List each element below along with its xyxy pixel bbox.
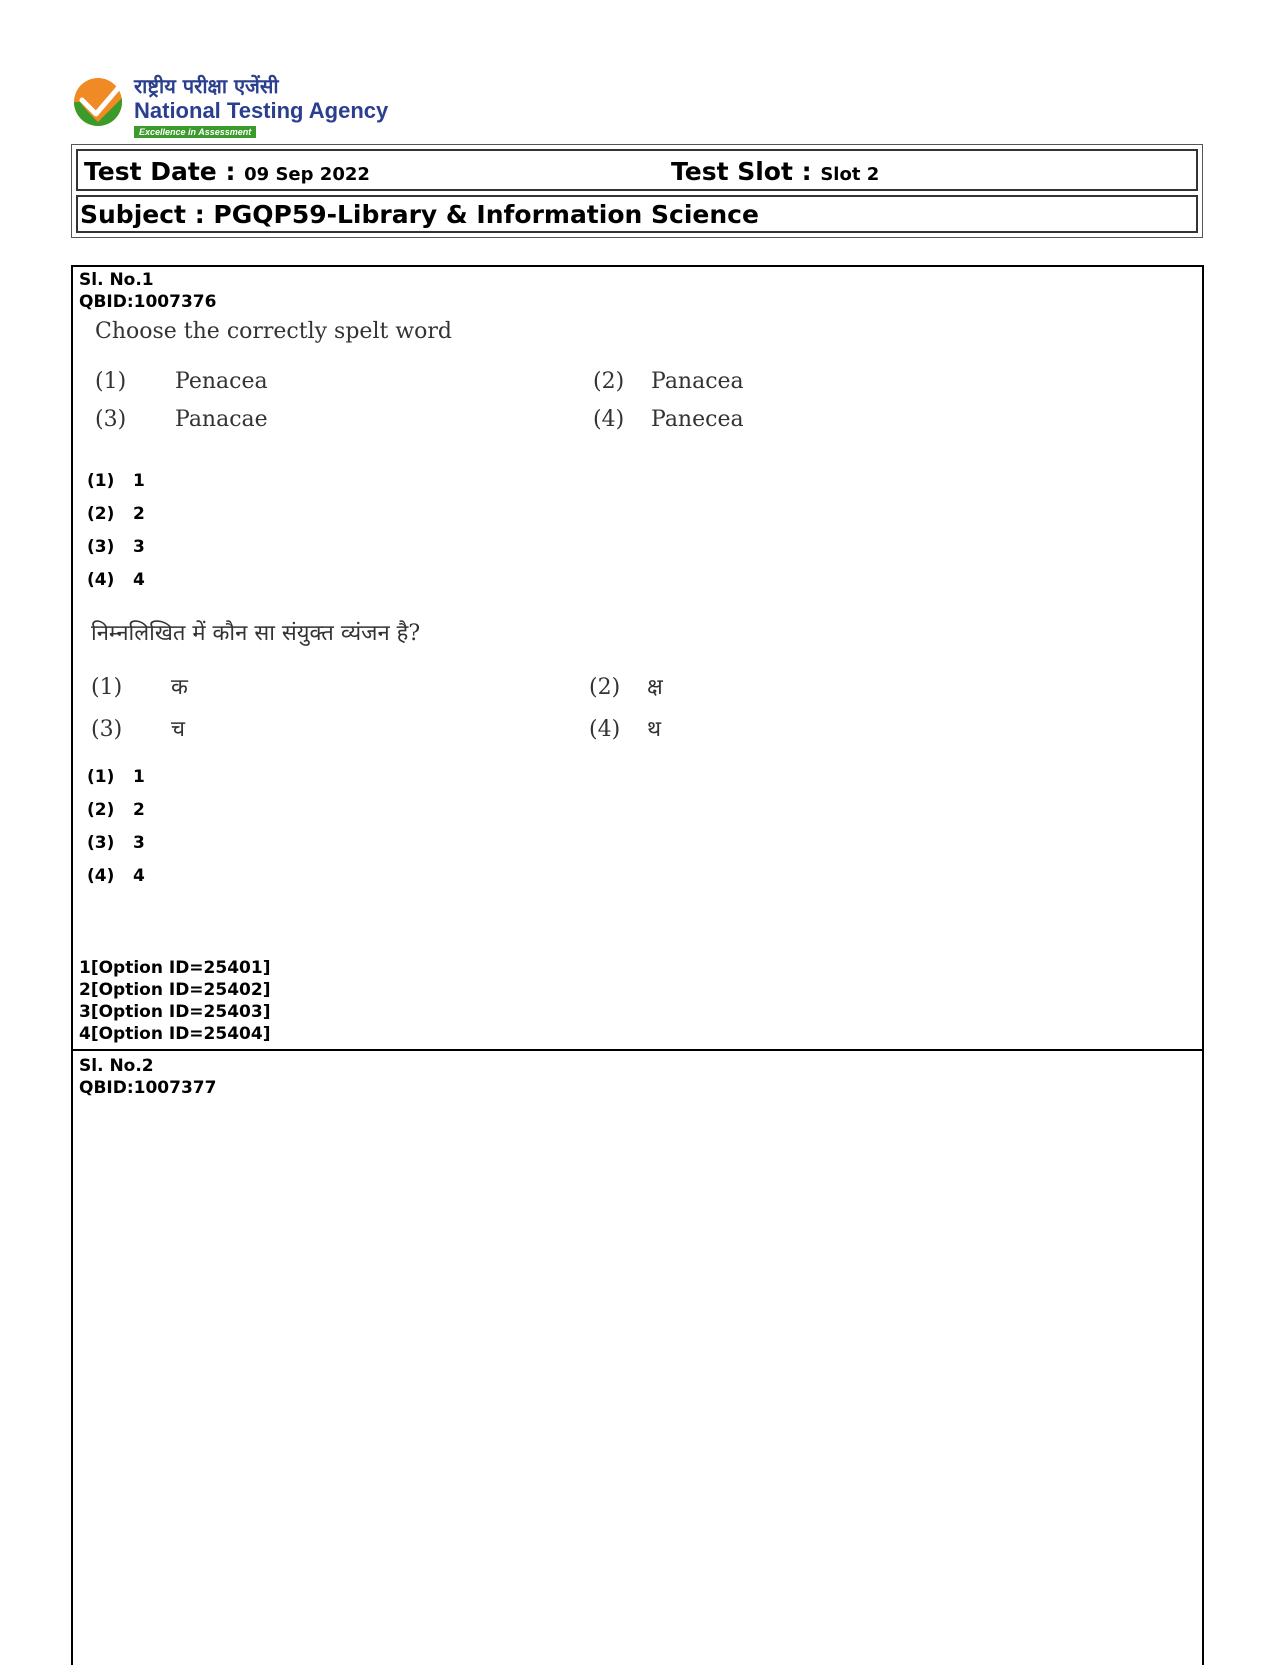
option-number: (2) — [589, 675, 621, 700]
option-number: (2) — [593, 369, 625, 394]
option-text: च — [171, 717, 185, 742]
test-date-value: 09 Sep 2022 — [244, 164, 370, 185]
answer-value: 2 — [133, 504, 145, 524]
q1-hi-option-2 — [589, 671, 663, 701]
option-id-4: 4[Option ID=25404] — [79, 1024, 271, 1044]
option-text: Panacae — [175, 407, 268, 432]
q1-meta — [79, 269, 216, 313]
nta-logo — [72, 70, 402, 140]
q1-hi-answer-2[interactable] — [87, 800, 145, 820]
option-id-3: 3[Option ID=25403] — [79, 1002, 271, 1022]
q1-sl-no: Sl. No.1 — [79, 270, 154, 290]
answer-value: 3 — [133, 537, 145, 557]
option-id-1: 1[Option ID=25401] — [79, 958, 271, 978]
option-number: (3) — [91, 717, 123, 742]
test-info-header — [71, 144, 1203, 238]
q1-hi-option-1 — [91, 671, 188, 701]
option-number: (4) — [589, 717, 621, 742]
answer-number: (3) — [87, 537, 115, 557]
q1-en-answer-1[interactable] — [87, 471, 145, 491]
option-number: (1) — [91, 675, 123, 700]
q2-qbid: QBID:1007377 — [79, 1078, 217, 1098]
test-slot — [671, 157, 879, 186]
answer-value: 1 — [133, 471, 145, 491]
q1-hi-answer-4[interactable] — [87, 866, 145, 886]
option-text: क्ष — [647, 675, 663, 700]
answer-number: (4) — [87, 866, 115, 886]
q1-en-answer-4[interactable] — [87, 570, 145, 590]
logo-tagline: Excellence in Assessment — [134, 126, 256, 138]
option-id-2: 2[Option ID=25402] — [79, 980, 271, 1000]
option-text: Panecea — [651, 407, 744, 432]
question-container — [71, 265, 1204, 1665]
answer-number: (2) — [87, 800, 115, 820]
answer-value: 4 — [133, 866, 145, 886]
option-text: थ — [647, 717, 662, 742]
answer-value: 1 — [133, 767, 145, 787]
test-slot-label: Test Slot : — [671, 157, 821, 186]
answer-number: (1) — [87, 767, 115, 787]
option-number: (3) — [95, 407, 127, 432]
answer-number: (4) — [87, 570, 115, 590]
q1-qbid: QBID:1007376 — [79, 292, 217, 312]
date-slot-row — [76, 149, 1198, 191]
q1-option-ids — [79, 957, 270, 1045]
test-date — [84, 157, 370, 186]
q1-hindi-stem: निम्नलिखित में कौन सा संयुक्त व्यंजन है? — [91, 621, 421, 646]
q2-sl-no: Sl. No.2 — [79, 1056, 154, 1076]
question-divider — [73, 1049, 1202, 1051]
logo-hindi-text: राष्ट्रीय परीक्षा एजेंसी — [134, 74, 279, 98]
answer-value: 2 — [133, 800, 145, 820]
option-number: (4) — [593, 407, 625, 432]
option-text: Penacea — [175, 369, 268, 394]
answer-number: (2) — [87, 504, 115, 524]
nta-check-logo-icon — [72, 76, 124, 128]
q1-en-option-4 — [593, 407, 744, 432]
answer-number: (1) — [87, 471, 115, 491]
option-text: क — [171, 675, 188, 700]
q2-meta — [79, 1055, 216, 1099]
q1-en-answer-2[interactable] — [87, 504, 145, 524]
q1-en-option-3 — [95, 407, 268, 432]
q1-hi-option-3 — [91, 713, 185, 743]
q1-en-answer-3[interactable] — [87, 537, 145, 557]
q1-en-option-1 — [95, 369, 268, 394]
subject-row — [76, 195, 1198, 233]
logo-english-text: National Testing Agency — [134, 98, 389, 123]
answer-value: 3 — [133, 833, 145, 853]
subject-text: Subject : PGQP59-Library & Information Science — [80, 200, 759, 229]
option-text: Panacea — [651, 369, 744, 394]
q1-en-option-2 — [593, 369, 744, 394]
q1-hi-answer-1[interactable] — [87, 767, 145, 787]
answer-number: (3) — [87, 833, 115, 853]
test-date-label: Test Date : — [84, 157, 245, 186]
option-number: (1) — [95, 369, 127, 394]
q1-hi-answer-3[interactable] — [87, 833, 145, 853]
q1-english-stem: Choose the correctly spelt word — [95, 319, 452, 344]
answer-value: 4 — [133, 570, 145, 590]
test-slot-value: Slot 2 — [820, 164, 880, 185]
q1-hi-option-4 — [589, 713, 661, 743]
